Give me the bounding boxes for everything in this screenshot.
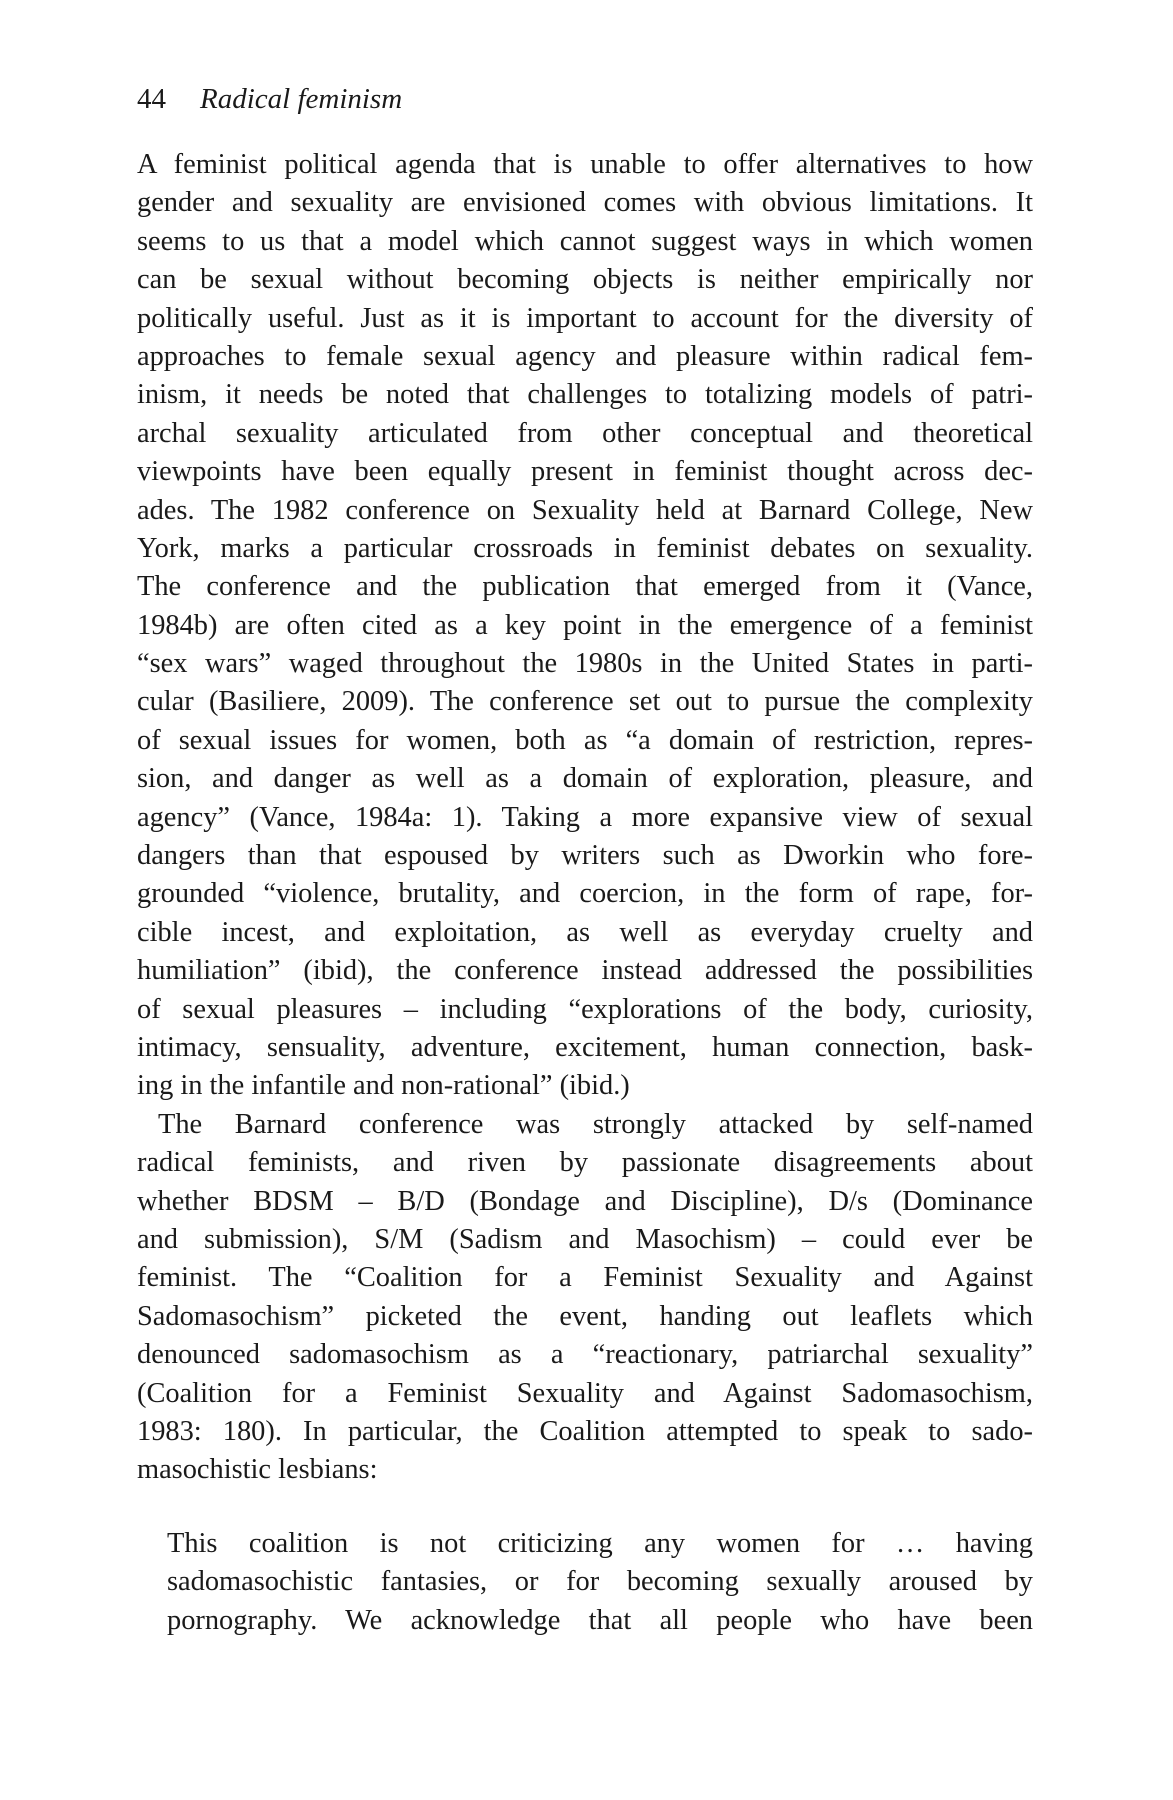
text-line: can be sexual without becoming objects is neither empirically nor [137, 264, 1033, 296]
text-line: agency” (Vance, 1984a: 1). Taking a more expansive view of sexual [137, 801, 1033, 833]
quote-line: sadomasochistic fantasies, or for becoming sexually aroused by [167, 1566, 1033, 1598]
text-line: radical feminists, and riven by passionate disagreements about [137, 1147, 1033, 1179]
page-number: 44 [137, 83, 166, 115]
text-line: whether BDSM – B/D (Bondage and Discipline), D/s (Dominance [137, 1185, 1033, 1217]
text-line: masochistic lesbians: [137, 1454, 378, 1486]
text-line: seems to us that a model which cannot suggest ways in which women [137, 225, 1033, 257]
text-line: A feminist political agenda that is unable to offer alternatives to how [137, 149, 1033, 180]
text-line: humiliation” (ibid), the conference instead addressed the possibilities [137, 955, 1033, 987]
text-line: politically useful. Just as it is important to account for the diversity of [137, 302, 1033, 334]
running-head [137, 80, 402, 118]
text-line: of sexual pleasures – including “explorations of the body, curiosity, [137, 993, 1033, 1025]
section-title: Radical feminism [200, 83, 403, 115]
text-line: gender and sexuality are envisioned comes with obvious limitations. It [137, 187, 1033, 219]
block-quote [167, 1525, 1033, 1640]
text-line: ing in the infantile and non-rational” (ibid.) [137, 1070, 630, 1102]
text-line: (Coalition for a Feminist Sexuality and Against Sadomasochism, [137, 1377, 1033, 1409]
text-line: The conference and the publication that emerged from it (Vance, [137, 571, 1033, 603]
text-line: “sex wars” waged throughout the 1980s in the United States in parti- [137, 648, 1033, 680]
text-line: sion, and danger as well as a domain of exploration, pleasure, and [137, 763, 1033, 795]
text-line: of sexual issues for women, both as “a domain of restriction, repres- [137, 724, 1033, 756]
text-line: ades. The 1982 conference on Sexuality held at Barnard College, New [137, 494, 1033, 526]
paragraph-2 [137, 1106, 1033, 1490]
text-line: inism, it needs be noted that challenges to totalizing models of patri- [137, 379, 1033, 411]
text-line: 1983: 180). In particular, the Coalition attempted to speak to sado- [137, 1415, 1033, 1447]
text-line: The Barnard conference was strongly attacked by self-named [158, 1108, 1033, 1140]
text-line: cular (Basiliere, 2009). The conference set out to pursue the complexity [137, 686, 1033, 718]
text-line: archal sexuality articulated from other conceptual and theoretical [137, 417, 1033, 449]
text-line: York, marks a particular crossroads in feminist debates on sexuality. [137, 532, 1033, 564]
quote-line: This coalition is not criticizing any women for … having [167, 1528, 1033, 1559]
text-line: intimacy, sensuality, adventure, excitement, human connection, bask- [137, 1031, 1033, 1063]
paragraph-1 [137, 146, 1033, 1106]
text-line: dangers than that espoused by writers such as Dworkin who fore- [137, 840, 1033, 872]
text-line: viewpoints have been equally present in feminist thought across dec- [137, 456, 1033, 488]
text-line: and submission), S/M (Sadism and Masochism) – could ever be [137, 1223, 1033, 1255]
text-line: cible incest, and exploitation, as well as everyday cruelty and [137, 916, 1033, 948]
text-line: 1984b) are often cited as a key point in the emergence of a feminist [137, 609, 1033, 641]
text-line: denounced sadomasochism as a “reactionary, patriarchal sexuality” [137, 1339, 1033, 1371]
text-line: grounded “violence, brutality, and coercion, in the form of rape, for- [137, 878, 1033, 910]
quote-line: pornography. We acknowledge that all people who have been [167, 1604, 1033, 1636]
text-line: Sadomasochism” picketed the event, handing out leaflets which [137, 1300, 1033, 1332]
text-line: feminist. The “Coalition for a Feminist Sexuality and Against [137, 1262, 1033, 1294]
body-text [137, 146, 1033, 1490]
text-line: approaches to female sexual agency and pleasure within radical fem- [137, 340, 1033, 372]
